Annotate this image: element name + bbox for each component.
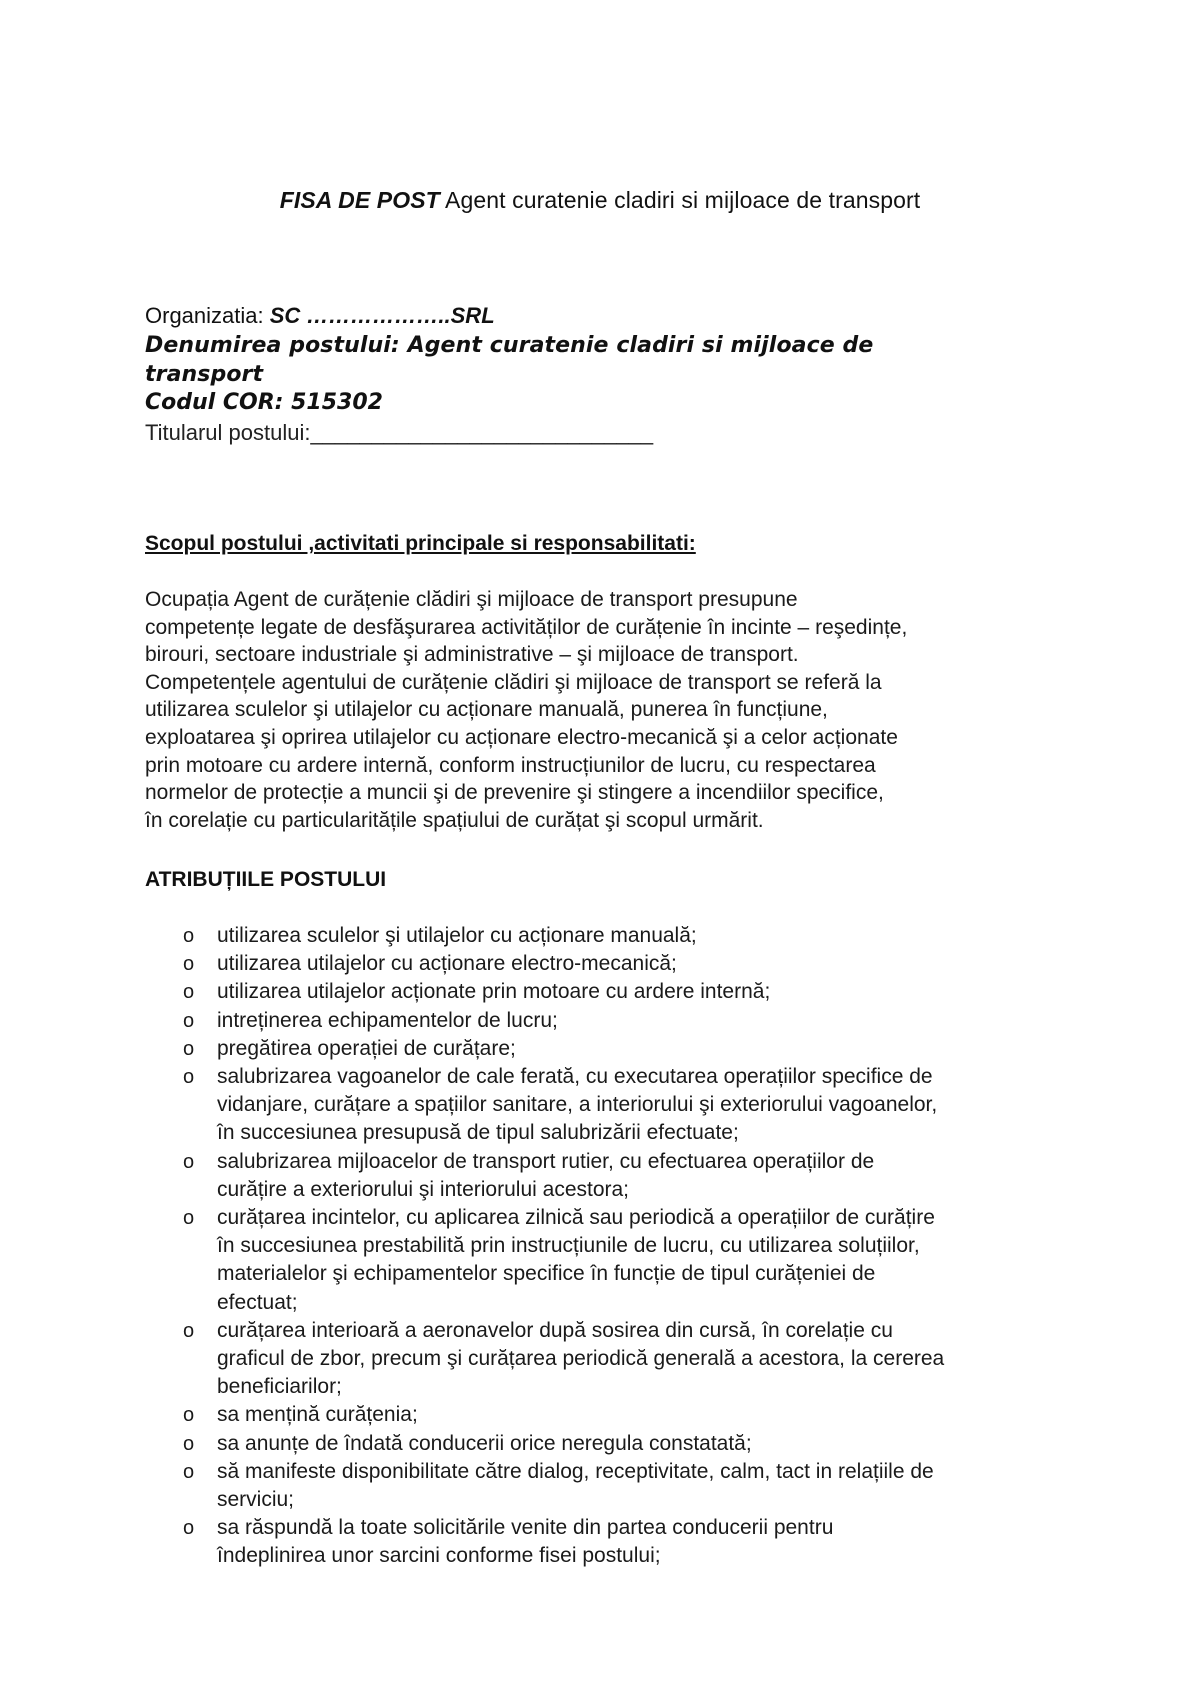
- job-name: [145, 331, 1065, 389]
- list-item: [145, 922, 1075, 950]
- list-item-line: graficul de zbor, precum şi curățarea periodică generală a acestora, la cererea: [217, 1347, 945, 1371]
- bullet-icon: o: [183, 1150, 195, 1173]
- list-item-line: sa răspundă la toate solicitările venite din partea conducerii pentru: [217, 1516, 834, 1540]
- list-item-line: salubrizarea mijloacelor de transport rutier, cu efectuarea operațiilor de: [217, 1149, 875, 1173]
- paragraph-line: în corelație cu particularitățile spațiului de curățat şi scopul urmărit.: [145, 808, 764, 832]
- list-item-line: îndeplinirea unor sarcini conforme fisei postului;: [217, 1544, 661, 1568]
- list-item: [145, 1063, 1075, 1148]
- bullet-icon: o: [183, 1207, 195, 1230]
- job-name-line: Denumirea postului: Agent curatenie cladiri si mijloace de: [145, 333, 874, 358]
- list-item: [145, 1317, 1075, 1402]
- list-item-line: vidanjare, curățare a spațiilor sanitare, a interiorului şi exteriorului vagoanelor,: [217, 1093, 938, 1117]
- title-prefix: FISA DE POST: [279, 187, 440, 213]
- list-item-line: curățarea incintelor, cu aplicarea zilnică sau periodică a operațiilor de curățire: [217, 1206, 935, 1230]
- document-title: [0, 186, 1200, 214]
- paragraph-line: Competențele agentului de curățenie clădiri şi mijloace de transport se referă la: [145, 670, 882, 694]
- paragraph-line: birouri, sectoare industriale şi administrative – şi mijloace de transport.: [145, 643, 799, 667]
- list-item-line: pregătirea operației de curățare;: [217, 1036, 516, 1060]
- bullet-icon: o: [183, 1404, 195, 1427]
- bullet-icon: o: [183, 981, 195, 1004]
- paragraph-line: competențe legate de desfăşurarea activităților de curățenie în incinte – reşedințe,: [145, 615, 908, 639]
- title-rest: Agent curatenie cladiri si mijloace de transport: [439, 187, 921, 213]
- list-item-line: utilizarea utilajelor acționate prin motoare cu ardere internă;: [217, 980, 771, 1004]
- bullet-icon: o: [183, 1432, 195, 1455]
- list-item: [145, 978, 1075, 1006]
- list-item: [145, 950, 1075, 978]
- list-item-line: utilizarea utilajelor cu acționare electro-mecanică;: [217, 952, 677, 976]
- list-item-line: sa mențină curățenia;: [217, 1403, 418, 1427]
- job-holder-line: Titularul postului:____________________________: [145, 420, 654, 445]
- list-item-line: curățarea interioară a aeronavelor după sosirea din cursă, în corelație cu: [217, 1318, 893, 1342]
- list-item: [145, 1514, 1075, 1570]
- list-item-line: să manifeste disponibilitate către dialog, receptivitate, calm, tact in relațiile de: [217, 1459, 934, 1483]
- bullet-icon: o: [183, 1009, 195, 1032]
- org-value: SC ………………..SRL: [269, 303, 495, 328]
- list-item: [145, 1458, 1075, 1514]
- bullet-icon: o: [183, 1517, 195, 1540]
- paragraph-line: prin motoare cu ardere internă, conform instrucțiunilor de lucru, cu respectarea: [145, 753, 876, 777]
- bullet-icon: o: [183, 925, 195, 947]
- scope-paragraph: [145, 586, 1075, 834]
- list-item: [145, 1204, 1075, 1317]
- list-item: [145, 1430, 1075, 1458]
- bullet-icon: o: [183, 1066, 195, 1089]
- bullet-icon: o: [183, 1319, 195, 1342]
- bullet-icon: o: [183, 1460, 195, 1483]
- paragraph-line: utilizarea sculelor şi utilajelor cu acționare manuală, punerea în funcțiune,: [145, 698, 828, 722]
- list-item: [145, 1007, 1075, 1035]
- duties-list: [145, 922, 1075, 1571]
- list-item-line: utilizarea sculelor şi utilajelor cu acționare manuală;: [217, 924, 697, 947]
- list-item-line: serviciu;: [217, 1488, 295, 1512]
- list-item-line: salubrizarea vagoanelor de cale ferată, cu executarea operațiilor specifice de: [217, 1065, 933, 1089]
- list-item-line: sa anunțe de îndată conducerii orice neregula constatată;: [217, 1431, 752, 1455]
- duties-heading: ATRIBUȚIILE POSTULUI: [145, 868, 387, 891]
- cor-code: Codul COR: 515302: [145, 390, 383, 415]
- list-item-line: curățire a exteriorului şi interiorului acestora;: [217, 1177, 630, 1201]
- organization-line: [145, 302, 1065, 330]
- list-item: [145, 1401, 1075, 1429]
- paragraph-line: normelor de protecție a muncii şi de prevenire şi stingere a incendiilor specifice,: [145, 781, 884, 805]
- list-item-line: materialelor şi echipamentelor specifice în funcție de tipul curățeniei de: [217, 1262, 876, 1286]
- bullet-icon: o: [183, 1037, 195, 1060]
- list-item: [145, 1148, 1075, 1204]
- list-item: [145, 1035, 1075, 1063]
- list-item-line: intreținerea echipamentelor de lucru;: [217, 1008, 558, 1032]
- list-item-line: în succesiunea prestabilită prin instrucțiunile de lucru, cu utilizarea soluțiilor,: [217, 1234, 920, 1258]
- paragraph-line: Ocupația Agent de curățenie clădiri şi mijloace de transport presupune: [145, 588, 798, 611]
- bullet-icon: o: [183, 953, 195, 976]
- list-item-line: beneficiarilor;: [217, 1375, 342, 1399]
- list-item-line: în succesiunea presupusă de tipul salubrizării efectuate;: [217, 1121, 739, 1145]
- org-label: Organizatia:: [145, 303, 270, 328]
- scope-heading: Scopul postului ,activitati principale si responsabilitati:: [145, 532, 696, 555]
- job-name-line: transport: [145, 362, 264, 387]
- paragraph-line: exploatarea şi oprirea utilajelor cu acționare electro-mecanică şi a celor acționate: [145, 725, 898, 749]
- list-item-line: efectuat;: [217, 1290, 298, 1314]
